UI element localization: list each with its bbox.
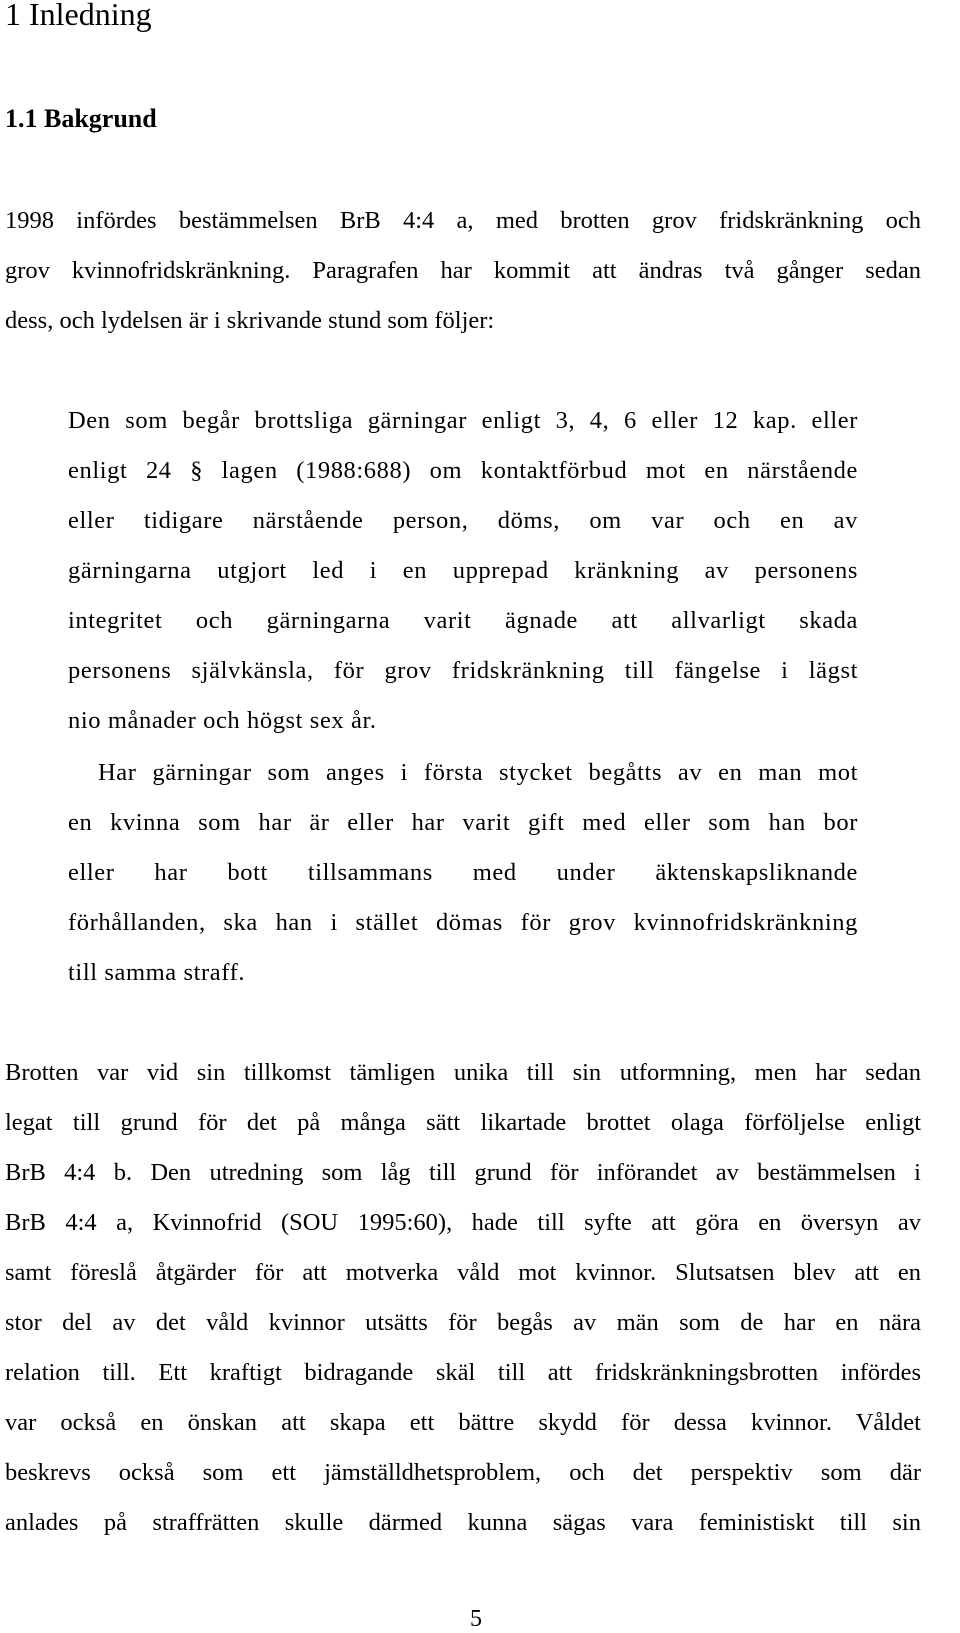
body-line: stor del av det våld kvinnor utsätts för begås av män som de har en nära [5, 1309, 921, 1336]
quote-line: Den som begår brottsliga gärningar enligt 3, 4, 6 eller 12 kap. eller [68, 407, 858, 434]
intro-line: 1998 infördes bestämmelsen BrB 4:4 a, med brotten grov fridskränkning och [5, 207, 921, 234]
quote-line: integritet och gärningarna varit ägnade att allvarligt skada [68, 607, 858, 634]
page-number: 5 [470, 1606, 482, 1632]
quote-line: förhållanden, ska han i stället dömas för grov kvinnofridskränkning [68, 909, 858, 936]
section-heading: 1.1 Bakgrund [5, 104, 157, 133]
body-line: BrB 4:4 b. Den utredning som låg till grund för införandet av bestämmelsen i [5, 1159, 921, 1186]
quote-line: till samma straff. [68, 959, 246, 986]
intro-line: dess, och lydelsen är i skrivande stund som följer: [5, 307, 495, 334]
quote-line: gärningarna utgjort led i en upprepad kränkning av personens [68, 557, 858, 584]
chapter-heading: 1 Inledning [5, 0, 152, 32]
body-line: anlades på straffrätten skulle därmed kunna sägas vara feministiskt till sin [5, 1509, 921, 1536]
body-line: BrB 4:4 a, Kvinnofrid (SOU 1995:60), hade till syfte att göra en översyn av [5, 1209, 921, 1236]
body-line: Brotten var vid sin tillkomst tämligen unika till sin utformning, men har sedan [5, 1059, 921, 1086]
quote-line: eller har bott tillsammans med under äktenskapsliknande [68, 859, 858, 886]
quote-line: nio månader och högst sex år. [68, 707, 377, 734]
quote-line: enligt 24 § lagen (1988:688) om kontaktförbud mot en närstående [68, 457, 858, 484]
body-line: beskrevs också som ett jämställdhetsproblem, och det perspektiv som där [5, 1459, 921, 1486]
quote-line: Har gärningar som anges i första stycket begåtts av en man mot [98, 759, 858, 786]
quote-line: en kvinna som har är eller har varit gift med eller som han bor [68, 809, 858, 836]
quote-line: eller tidigare närstående person, döms, om var och en av [68, 507, 858, 534]
intro-line: grov kvinnofridskränkning. Paragrafen har kommit att ändras två gånger sedan [5, 257, 921, 284]
quote-line: personens självkänsla, för grov fridskränkning till fängelse i lägst [68, 657, 858, 684]
body-line: relation till. Ett kraftigt bidragande skäl till att fridskränkningsbrotten infördes [5, 1359, 921, 1386]
body-line: samt föreslå åtgärder för att motverka våld mot kvinnor. Slutsatsen blev att en [5, 1259, 921, 1286]
body-line: legat till grund för det på många sätt likartade brottet olaga förföljelse enligt [5, 1109, 921, 1136]
body-line: var också en önskan att skapa ett bättre skydd för dessa kvinnor. Våldet [5, 1409, 921, 1436]
